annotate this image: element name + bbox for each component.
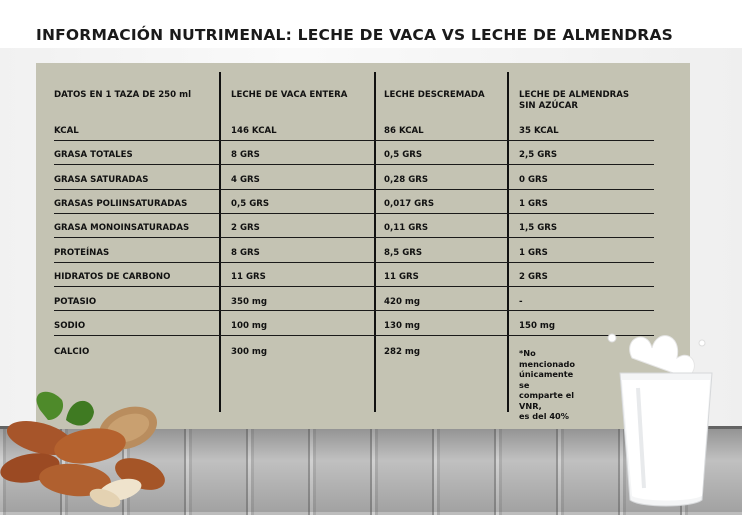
calcio-note: [519, 348, 575, 422]
value-entera: 0,5 GRS: [231, 199, 270, 209]
value-almendras: -: [519, 297, 523, 307]
value-descremada: 130 mg: [384, 321, 421, 331]
value-almendras: 2,5 GRS: [519, 150, 558, 160]
row-label: GRASA SATURADAS: [54, 175, 149, 185]
row-divider: [54, 237, 654, 238]
value-descremada: 282 mg: [384, 347, 421, 357]
value-descremada: 420 mg: [384, 297, 421, 307]
value-descremada: 8,5 GRS: [384, 248, 423, 258]
row-label: GRASAS POLIINSATURADAS: [54, 199, 188, 209]
value-almendras: 1 GRS: [519, 199, 548, 209]
value-entera: 8 GRS: [231, 150, 260, 160]
note-line: *No mencionado: [519, 348, 576, 369]
row-label: PROTEÍNAS: [54, 248, 110, 258]
value-descremada: 0,11 GRS: [384, 223, 429, 233]
value-almendras: 150 mg: [519, 321, 556, 331]
almonds-image: [0, 390, 180, 512]
row-label: KCAL: [54, 126, 79, 136]
value-entera: 8 GRS: [231, 248, 260, 258]
row-divider: [54, 140, 654, 141]
row-divider: [54, 335, 654, 336]
value-entera: 350 mg: [231, 297, 268, 307]
value-descremada: 0,017 GRS: [384, 199, 435, 209]
row-label: GRASA TOTALES: [54, 150, 133, 160]
column-divider-1: [219, 72, 221, 412]
value-entera: 11 GRS: [231, 272, 266, 282]
value-entera: 4 GRS: [231, 175, 260, 185]
row-label: CALCIO: [54, 347, 90, 357]
row-divider: [54, 213, 654, 214]
page-title: INFORMACIÓN NUTRIMENAL: LECHE DE VACA VS LECHE DE ALMENDRAS: [36, 26, 674, 44]
value-entera: 2 GRS: [231, 223, 260, 233]
header-descremada: LECHE DESCREMADA: [384, 90, 485, 100]
value-entera: 100 mg: [231, 321, 268, 331]
column-divider-2: [374, 72, 376, 412]
note-line: es del 40%: [519, 411, 569, 421]
row-label: SODIO: [54, 321, 86, 331]
value-almendras: 35 KCAL: [519, 126, 559, 136]
note-line: únicamente se: [519, 369, 574, 390]
header-vaca-entera: LECHE DE VACA ENTERA: [231, 90, 348, 100]
row-label: GRASA MONOINSATURADAS: [54, 223, 190, 233]
value-descremada: 11 GRS: [384, 272, 419, 282]
row-divider: [54, 189, 654, 190]
value-entera: 146 KCAL: [231, 126, 277, 136]
row-label: HIDRATOS DE CARBONO: [54, 272, 171, 282]
row-divider: [54, 164, 654, 165]
column-divider-3: [507, 72, 509, 412]
value-descremada: 86 KCAL: [384, 126, 424, 136]
value-almendras: 0 GRS: [519, 175, 548, 185]
value-descremada: 0,5 GRS: [384, 150, 423, 160]
value-almendras: 1,5 GRS: [519, 223, 558, 233]
header-almendras-sub: SIN AZÚCAR: [519, 101, 579, 111]
row-divider: [54, 262, 654, 263]
row-label: POTASIO: [54, 297, 97, 307]
value-almendras: 1 GRS: [519, 248, 548, 258]
value-almendras: 2 GRS: [519, 272, 548, 282]
header-datos: DATOS EN 1 TAZA DE 250 ml: [54, 90, 192, 100]
header-almendras: LECHE DE ALMENDRAS: [519, 90, 630, 100]
milk-glass-image: [592, 318, 742, 512]
row-divider: [54, 286, 654, 287]
note-line: comparte el VNR,: [519, 390, 575, 411]
value-descremada: 0,28 GRS: [384, 175, 429, 185]
row-divider: [54, 310, 654, 311]
value-entera: 300 mg: [231, 347, 268, 357]
